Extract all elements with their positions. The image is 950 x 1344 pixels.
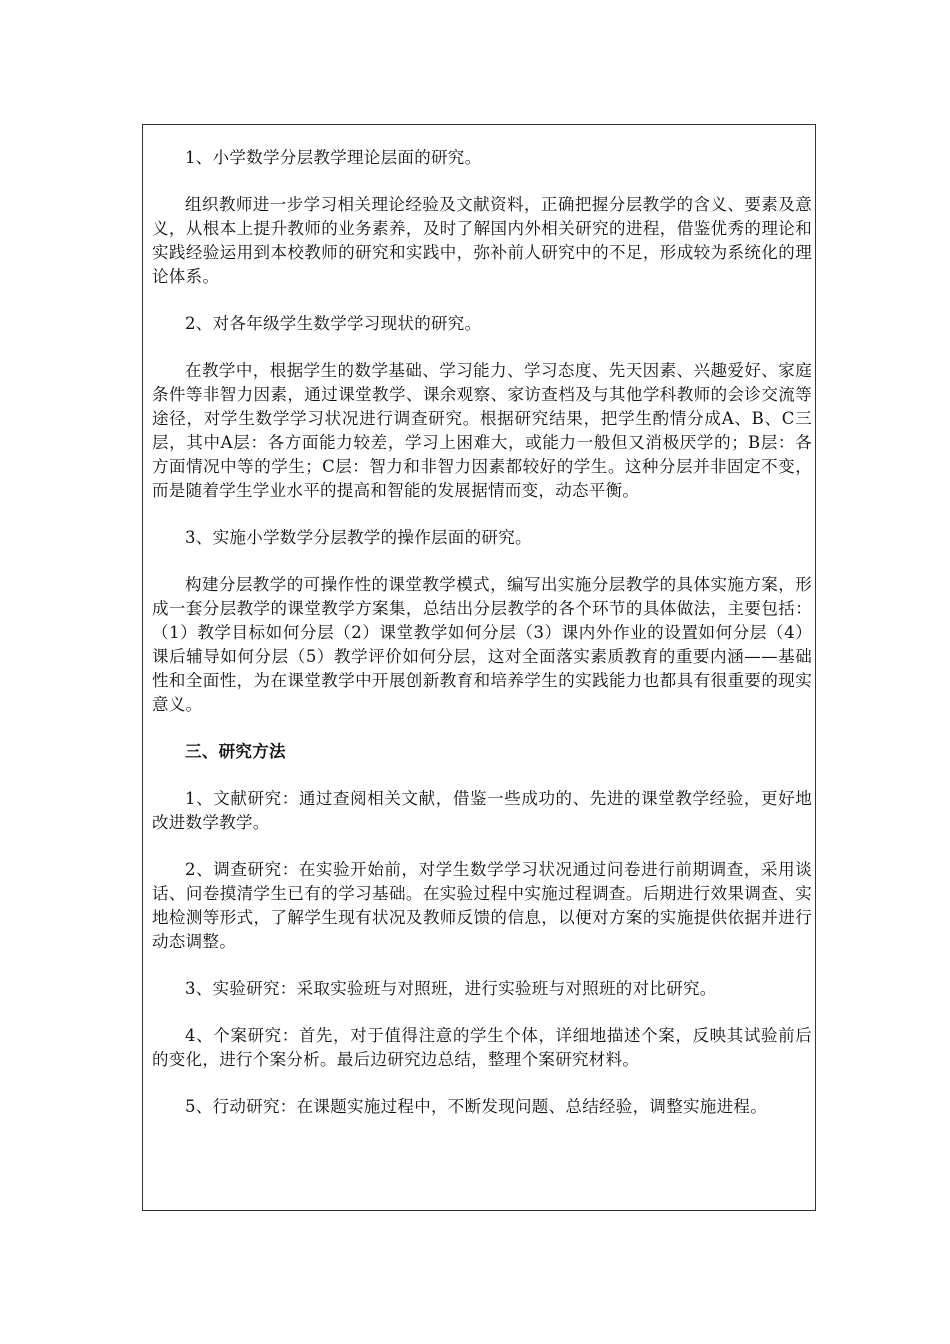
method-case-study: 4、个案研究：首先，对于值得注意的学生个体，详细地描述个案，反映其试验前后的变化，进行个案分析。最后边研究边总结，整理个案研究材料。 <box>152 1026 812 1069</box>
document-body <box>152 146 812 1142</box>
section-item-3-body: 构建分层教学的可操作性的课堂教学模式，编写出实施分层教学的具体实施方案，形成一套分层教学的课堂教学方案集，总结出分层教学的各个环节的具体做法，主要包括：（1）教学目标如何分层（2）课堂教学如何分层（3）课内外作业的设置如何分层（4）课后辅导如何分层（5）教学评价如何分层，这对全面落实素质教育的重要内涵——基础性和全面性，为在课堂教学中开展创新教育和培养学生的实践能力也都具有很重要的现实意义。 <box>152 575 812 714</box>
method-action-research: 5、行动研究：在课题实施过程中，不断发现问题、总结经验，调整实施进程。 <box>185 1097 767 1116</box>
research-methods-heading: 三、研究方法 <box>185 742 286 761</box>
section-item-2-body: 在教学中，根据学生的数学基础、学习能力、学习态度、先天因素、兴趣爱好、家庭条件等非智力因素，通过课堂教学、课余观察、家访查档及与其他学科教师的会诊交流等途径，对学生数学学习状况进行调查研究。根据研究结果，把学生酌情分成A、B、C三层，其中A层：各方面能力较差，学习上困难大，或能力一般但又消极厌学的；B层：各方面情况中等的学生；C层：智力和非智力因素都较好的学生。这种分层并非固定不变，而是随着学生学业水平的提高和智能的发展据情而变，动态平衡。 <box>152 361 812 500</box>
section-item-1-body: 组织教师进一步学习相关理论经验及文献资料，正确把握分层教学的含义、要素及意义，从根本上提升教师的业务素养，及时了解国内外相关研究的进程，借鉴优秀的理论和实践经验运用到本校教师的研究和实践中，弥补前人研究中的不足，形成较为系统化的理论体系。 <box>152 195 812 286</box>
section-item-3-title: 3、实施小学数学分层教学的操作层面的研究。 <box>185 528 532 547</box>
method-survey-research: 2、调查研究：在实验开始前，对学生数学学习状况通过问卷进行前期调查，采用谈话、问卷摸清学生已有的学习基础。在实验过程中实施过程调查。后期进行效果调查、实地检测等形式，了解学生现有状况及教师反馈的信息，以便对方案的实施提供依据并进行动态调整。 <box>152 860 812 951</box>
section-item-2-title: 2、对各年级学生数学学习现状的研究。 <box>185 314 482 333</box>
section-item-1-title: 1、小学数学分层教学理论层面的研究。 <box>185 148 482 167</box>
method-experimental-research: 3、实验研究：采取实验班与对照班，进行实验班与对照班的对比研究。 <box>185 979 717 998</box>
method-literature-research: 1、文献研究：通过查阅相关文献，借鉴一些成功的、先进的课堂教学经验，更好地改进数学教学。 <box>152 789 812 832</box>
